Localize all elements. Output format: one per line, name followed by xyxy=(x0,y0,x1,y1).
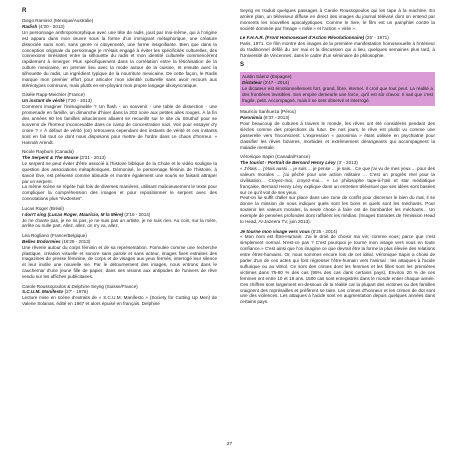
entry-author: Gisèle Rapp-Meichler (France) xyxy=(22,92,85,98)
entry-title: Le F.H.A.R. (Front Homosexuel d'Action Révolutionnaire) xyxy=(240,35,365,41)
entry-duration: (2'16 - 2014) xyxy=(123,211,151,217)
entry-description: La même scène se répète huit fois de diverses manières, utilisant malicieusement le texte pour compliquer la compréhension des images et pour repositionner le serpent avec des connotations plus "évidentes". xyxy=(22,184,217,202)
film-entry xyxy=(22,92,217,145)
left-column xyxy=(22,8,217,311)
entry-author: Véronique Sapin (Canada/France) xyxy=(240,154,310,160)
highlighted-entry xyxy=(240,72,435,106)
entry-duration: (16'29 - 2013) xyxy=(60,238,91,244)
entry-title: Dictateur xyxy=(242,80,262,86)
film-entry xyxy=(22,284,217,308)
entry-title: The tourist - Portrait de Bernard Henry Lévy xyxy=(240,160,336,166)
film-entry xyxy=(22,18,217,89)
entry-description: Je ne chante pas, je ne ris pas, je ne suis pas un artiste, je ne suis rien. Au coin, sur la mère, arrête ou nulle part. Allez, allez, on n'y va, allez. xyxy=(22,217,217,229)
entry-description: Paris, 1971. Ce film montre des images de la première manifestation homosexuelle à l'intérieur du traditionnel défilé du 1er mai et la discussion qui a lieu, quelques semaines plus tard, à l'Université de Vincennes, dans le cadre d'un séminaire de philosophie. xyxy=(240,41,435,58)
entry-duration: (7'20 - 2013) xyxy=(64,98,92,104)
entry-duration: (27' - 1976) xyxy=(63,289,88,295)
film-entry xyxy=(240,154,435,225)
entry-duration: (3'31 - 2013) xyxy=(78,154,106,160)
film-entry xyxy=(240,109,435,150)
entry-description: Seyrig en traduit quelques passages à Carole Roussopoulos qui les tape à la machine. En arrière plan, un téléviseur diffuse en direct des images du journal télévisé dont on entend par moments les nouvelles apocalyptiques. Comme le livre, le film est un pamphlet contre la société dominée par l'image « mâle » et l'action « virile ». xyxy=(240,8,435,31)
entry-description: Peut-on lui suffit d'aller sur place dans une zone de conflit pour discerner le bien du mal, il se donne la mission de nous indiquer quels sont les bons et quels sont les méchants. Pour soutenir les valeurs morales, la seule chose à faire est de bombarder les méchants... Un exemple de pensées profondes dont raffolent les médias. (Images Extraites de l'émission Head to Head, Al-Jazeera TV, juin 2013). xyxy=(240,195,435,225)
section-letter: R xyxy=(22,8,27,14)
entry-title: Radish xyxy=(22,23,38,29)
entry-author: Lucas Roger (Brésil) xyxy=(22,205,64,211)
entry-description: « J'étais ... j'étais aussi ... je suis ... je pense ... je sais... Ce que j'ai vu de mes yeux ... pour des valeurs morales ... j'ai pêché pour une action militaire ... C'est un progrès réel pour la civilisation... Croyez-moi, croyez-moi... » Le philosophe tape-à-l'œil et star médiatique française, Bernard Henry Lévy explique dans un entretien télévisuel que ses idées sont basées sur ce qu'il voit de ses yeux. xyxy=(240,165,435,195)
film-entry xyxy=(240,229,435,306)
film-entry xyxy=(22,206,217,230)
film-entry xyxy=(22,149,217,202)
entry-title: I don't sing (Lucas Roger, Mauricio, M la Mère) xyxy=(22,211,124,217)
entry-title: The Serpent & The Mouse xyxy=(22,154,79,160)
entry-title: Belles Endormies xyxy=(22,238,61,244)
entry-author: Léa Rogliano (France/Belgique) xyxy=(22,232,87,238)
entry-description: Comment imaginer l'inimaginable ? Un flash - un souvenir - une table de dissection - une promenade en famille, un dimanche d'hiver dans la 203 noire aux petites ailes rouges. À la fin des années 60 les familles alsaciennes allaient se recueillir sur le site du Struthof pour se souvenir de l'horreur inconcevable dans ce camp de concentration nazi. Voir pour essayer d'y croire ? « À défaut de vérité (on) retrouvera cependant des instants de vérité et ces instants sont en fait tout ce dont nous disposons pour mettre de l'ordre dans ce chaos d'horreur. » Hannah Arendt. xyxy=(22,104,217,145)
continued-entry xyxy=(240,8,435,32)
entry-description: Le dictateur est émotionnellement fort, grand, libre, éternel. Il croit que tout peut. La réalité a des frontières invisibles. Son empire demeurle une force, qu'il est sûr d'avoir. Il sait que c'est fragile, petit. Accompagné, mais il se sent observé et interrogé. xyxy=(242,86,433,103)
entry-description: Un personnage anthropomorphique avec une tête de radis, jouit par moi-même, qui à l'origine est apparu dans mon œuvre sous la forme d'un immigrant métaphorique, une créature dissociée sans nom, sans genre ni citoyenneté, une forme insignifiante. Bien que dans la conception originale du personnage je m'étais engagé à éviter les spécificités culturelles, des connexions inrésistes entre la silhouette du radis et mon identité culturelle commencèrent rapidement à émerger. Plus spécifiquement dans la corrélation entre la fétichisation de la culture mexicaine, en premier lieu avec la mode autour de la cuisine, et ensuite avec la silhouette du radis, un ingrédient typique de la nourriture mexicaine. De cette façon, le Radis marque mon premier effort pour articuler mon identité culturelle sans avoir recours aux stéréotypes communs, mais plutôt en em-ployant mon propre langage idiosyncratique. xyxy=(22,29,217,88)
section-letter: S xyxy=(240,62,245,69)
entry-title: Paronimia xyxy=(240,115,263,121)
film-entry xyxy=(240,35,435,59)
entry-description: Le serpent ne peut éviter d'être associé à l'histoire biblique de la Chute et le vidéo souligne la question des associations métaphoriques. Démonisé, le personnage féminin de l'histoire, à savoir Ève, est présenté comme absurde et montre également une souris se faisant attraper par un serpent. xyxy=(22,160,217,184)
page-number: 27 xyxy=(226,442,233,447)
entry-description: Lecture mise en scène d'extraits de « S.C.U.M. Manifesto » (Society for Cutting Up Men) de Valerie Solanas, édité en 1967 et alors épuisé en français. Delphine xyxy=(22,295,217,307)
entry-duration: (4'20 - 2013) xyxy=(37,23,65,29)
entry-title: Un instant de vérité xyxy=(22,98,65,104)
entry-description: Pour beaucoup de cultures à travers le monde, les rêves ont été considérés pendant des siècles comme des projections du futur. De nos jours, le rêve est plutôt vu comme une passerelle vers l'inconscient. L'expression « paronimia » étant utilisée en psychiatrie pour classifier les rêves bizarres, morbides et extrêmement dérangeants qui accompagnent la maladie mentale. xyxy=(240,121,435,150)
entry-duration: (2'47 - 2014) xyxy=(261,80,290,86)
entry-description: Une rêverie autour du corps féminin et de sa représentation. Formulée comme une recherche plastique, création visuelle et sonore sans parole et sans acteur, images fixes extraites des magazines de presse féminine, de corps et de visages aux yeux fermés, interrogé leur silence et leur inutile une nouvelle vie. Par le détournement des images, nous entrons dans le cauchemar d'une jeune fille de papier, dans ses visions aux antipodes de l'univers de rêve vendu sur les affiches publicitaires. xyxy=(22,244,217,280)
entry-author: Nicole Rayburn (Canada) xyxy=(22,149,74,155)
entry-duration: (6'37 - 2013) xyxy=(262,115,290,121)
entry-author: Mauricio Sanhueza (Pérou) xyxy=(240,109,296,115)
entry-author: Austin Sáenz (Espagne) xyxy=(242,74,292,80)
entry-description: « Mon nom est Être-Humain. J'ai le droit de choisir ma vie; comme vous; parce que c'est simplement normal. N'est-ce pas ? C'est pourquoi je tourne mon visage vers vous en toute confiance.» C'est ainsi que l'on imagine ce que devrait être la forme la plus élevée des relations entre êtres-humains. Or, nous sommes encore loin de cet idéal. Véronique Sapin a choisi de parler d'un de ces actes qui font régresser l'être-humain vers l'animal : les attaques à l'acide sulfurique ou au vitriol. Ce sont des crimes dont les femmes et les filles sont les premières victimes dans 75-80 % des cas (95% des cas dans certains pays). Environ 20 % de ces femmes ont entre 10 et 18 ans. 1500 cas sont enregistrés dans le monde entier chaque année. Ces chiffres sont largement en-dessous de la réalité car la plupart des victimes ou des familles craignent des représailles et préfèrent se taire. Les crimes d'honneur et les crimes de dot sont une des violences. Les attaques à l'acide sont en augmentation depuis quelques années dans certains pays. xyxy=(240,234,435,305)
entry-duration: (26' - 1971) xyxy=(364,35,389,41)
entry-author: Carole Roussopoulos & Delphine Seyrig (Suisse/France) xyxy=(22,283,138,289)
entry-title: S.C.U.M. Manifesto xyxy=(22,289,64,295)
entry-duration: (3' - 2013) xyxy=(335,160,358,166)
right-column xyxy=(240,8,435,309)
entry-duration: (5'25 - 2014) xyxy=(309,228,338,234)
film-entry xyxy=(22,233,217,280)
entry-author: Diego Ramirez (Mexique/Australie) xyxy=(22,18,94,23)
entry-title: Je tourne mon visage vers vous xyxy=(240,228,310,234)
